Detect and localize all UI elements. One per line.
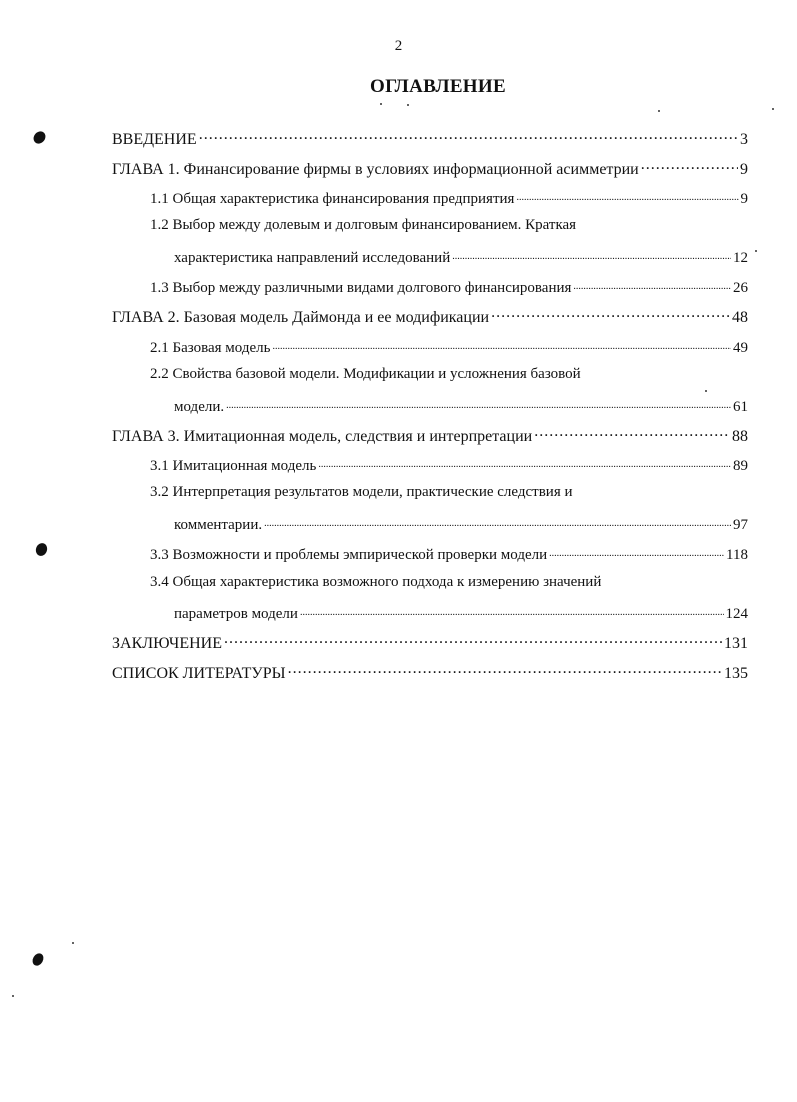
toc-page-number: 12: [733, 250, 748, 266]
toc-entry-title: СПИСОК ЛИТЕРАТУРЫ: [112, 665, 286, 682]
toc-page-number: 131: [724, 635, 748, 652]
dot-leader: [452, 247, 731, 262]
toc-page-number: 118: [726, 547, 748, 563]
dot-leader: [224, 632, 722, 648]
scan-speck: [772, 108, 774, 110]
toc-entry-section-1-3[interactable]: [150, 277, 748, 297]
scan-speck: [380, 103, 382, 105]
toc-entry-section-3-4[interactable]: [174, 603, 748, 623]
page-number: 2: [394, 38, 403, 54]
toc-entry-title: параметров модели: [174, 606, 298, 622]
toc-page-number: 49: [733, 340, 748, 356]
toc-entry-title: ЗАКЛЮЧЕНИЕ: [112, 635, 222, 652]
toc-entry-intro[interactable]: [112, 128, 748, 149]
toc-entry-title: характеристика направлений исследований: [174, 250, 451, 266]
dot-leader: [272, 337, 731, 352]
toc-page-number: 9: [740, 161, 748, 178]
toc-page-number: 135: [724, 665, 748, 682]
toc-entry-section-3-3[interactable]: [150, 544, 748, 564]
toc-entry-section-2-2-line1[interactable]: 2.2 Свойства базовой модели. Модификации и усложнения базовой: [150, 366, 581, 382]
scan-speck: [658, 110, 660, 112]
page-title: ОГЛАВЛЕНИЕ: [370, 76, 506, 97]
toc-entry-section-1-1[interactable]: [150, 188, 748, 208]
dot-leader: [264, 514, 731, 529]
toc-entry-title: 1.1 Общая характеристика финансирования предприятия: [150, 191, 515, 207]
toc-entry-references[interactable]: [112, 662, 748, 683]
scan-speck: [705, 390, 707, 392]
toc-entry-title: ВВЕДЕНИЕ: [112, 131, 197, 148]
toc-page-number: 61: [733, 399, 748, 415]
dot-leader: [318, 455, 731, 470]
toc-page-number: 124: [725, 606, 748, 622]
scan-speck: [72, 942, 74, 944]
toc-page-number: 97: [733, 517, 748, 533]
toc-entry-section-3-4-line1[interactable]: 3.4 Общая характеристика возможного подхода к измерению значений: [150, 574, 602, 590]
dot-leader: [573, 277, 731, 292]
toc-page-number: 3: [740, 131, 748, 148]
scan-speck: [12, 995, 14, 997]
toc-entry-section-2-1[interactable]: [150, 337, 748, 357]
dot-leader: [534, 425, 730, 441]
toc-entry-chapter-3[interactable]: [112, 425, 748, 446]
toc-entry-title: ГЛАВА 3. Имитационная модель, следствия и интерпретации: [112, 428, 533, 445]
dot-leader: [199, 128, 738, 144]
dot-leader: [491, 306, 730, 322]
toc-page-number: 26: [733, 280, 748, 296]
toc-entry-section-3-2[interactable]: [174, 514, 748, 534]
dot-leader: [516, 188, 738, 203]
toc-entry-title: 1.3 Выбор между различными видами долгового финансирования: [150, 280, 572, 296]
toc-entry-title: 3.1 Имитационная модель: [150, 458, 317, 474]
dot-leader: [226, 396, 731, 411]
toc-entry-chapter-2[interactable]: [112, 306, 748, 327]
scan-speck: [755, 250, 757, 252]
toc-entry-section-3-1[interactable]: [150, 455, 748, 475]
toc-entry-title: ГЛАВА 1. Финансирование фирмы в условиях информационной асимметрии: [112, 161, 639, 178]
toc-entry-title: 3.3 Возможности и проблемы эмпирической проверки модели: [150, 547, 548, 563]
toc-page-number: 9: [740, 191, 748, 207]
dot-leader: [300, 603, 724, 618]
toc-entry-conclusion[interactable]: [112, 632, 748, 653]
toc-entry-section-2-2[interactable]: [174, 396, 748, 416]
dot-leader: [641, 158, 738, 174]
toc-page-number: 48: [732, 309, 748, 326]
dot-leader: [549, 544, 724, 559]
toc-entry-title: 2.1 Базовая модель: [150, 340, 271, 356]
scan-speck: [407, 104, 409, 106]
toc-entry-section-1-2-line1[interactable]: 1.2 Выбор между долевым и долговым финансированием. Краткая: [150, 217, 577, 233]
toc-entry-section-3-2-line1[interactable]: 3.2 Интерпретация результатов модели, практические следствия и: [150, 484, 573, 500]
toc-page-number: 88: [732, 428, 748, 445]
toc-entry-title: модели.: [174, 399, 225, 415]
toc-entry-title: комментарии.: [174, 517, 263, 533]
toc-entry-chapter-1[interactable]: [112, 158, 748, 179]
toc-page-number: 89: [733, 458, 748, 474]
toc-entry-title: ГЛАВА 2. Базовая модель Даймонда и ее модификации: [112, 309, 490, 326]
dot-leader: [288, 662, 722, 678]
toc-entry-section-1-2[interactable]: [174, 247, 748, 267]
